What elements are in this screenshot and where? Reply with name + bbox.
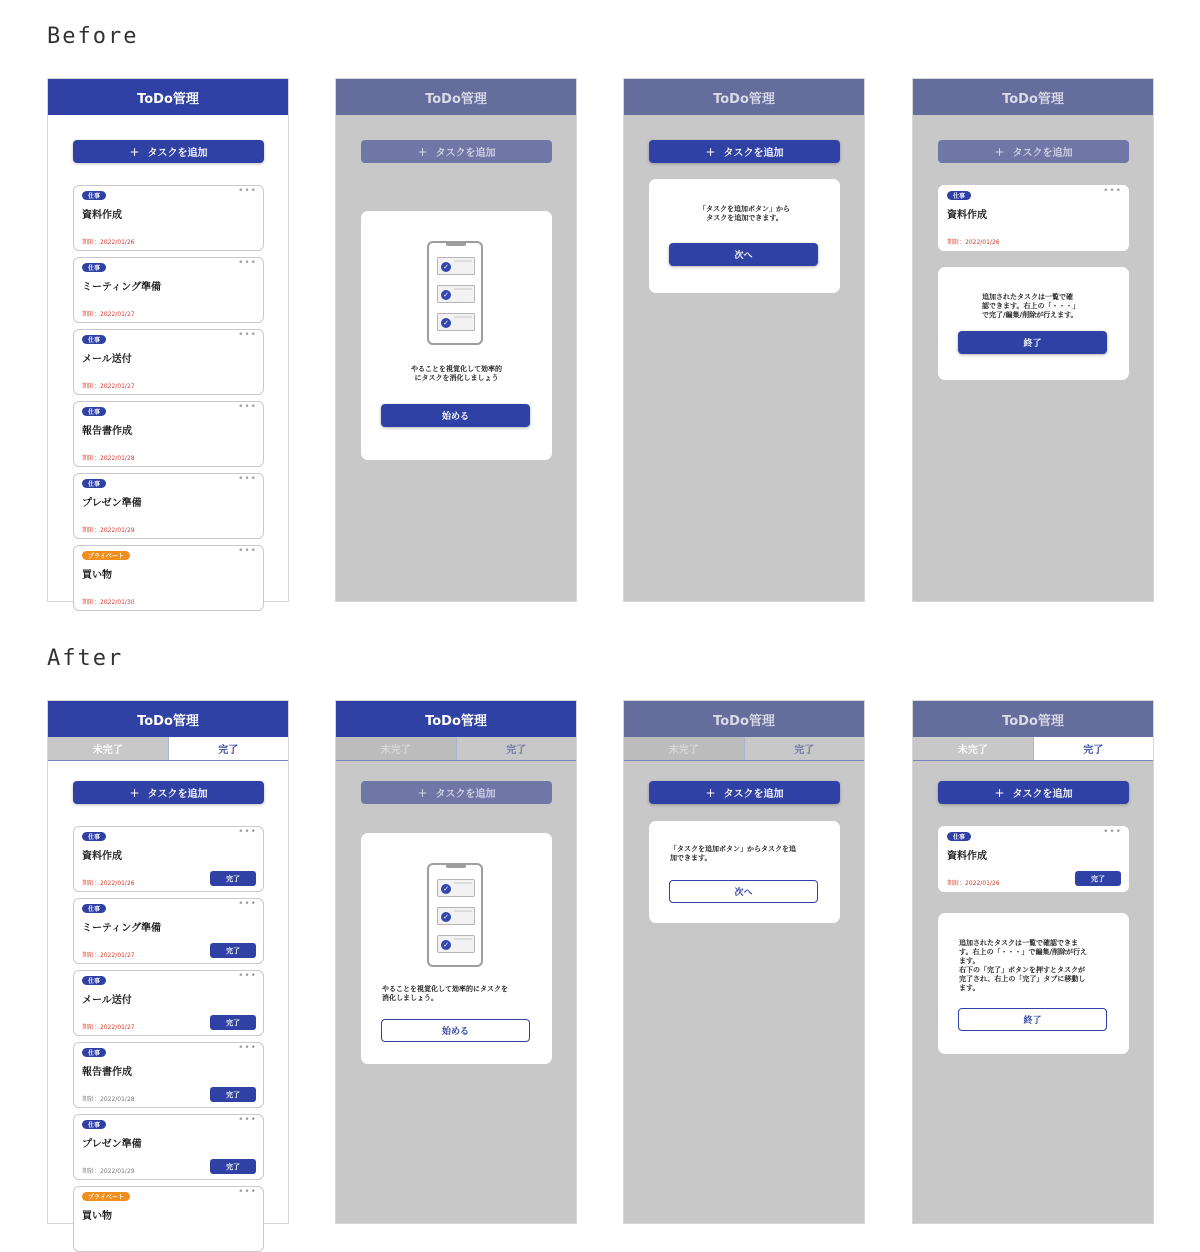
task-due-date: 期限：2022/01/26	[947, 239, 1000, 246]
status-tabs	[624, 737, 864, 761]
task-due-date: 期限：2022/01/28	[82, 1096, 135, 1103]
tag-badge: 仕事	[82, 335, 106, 344]
more-menu-icon[interactable]: •••	[238, 1043, 257, 1053]
status-tabs	[336, 737, 576, 761]
tag-badge: 仕事	[82, 904, 106, 913]
tag-badge: 仕事	[82, 1120, 106, 1129]
finish-button[interactable]: 終了	[958, 1008, 1107, 1031]
tab-complete: 完了	[744, 737, 865, 760]
more-menu-icon[interactable]: •••	[238, 186, 257, 196]
more-menu-icon[interactable]: •••	[238, 546, 257, 556]
add-task-button[interactable]	[649, 781, 840, 804]
start-button[interactable]: 始める	[381, 404, 530, 427]
task-card[interactable]	[73, 898, 264, 964]
list-hint-message: 追加されたタスクは一覧で確認できま す。右上の「・・・」で編集/削除が行え ます。 右下の「完了」ボタンを押すとタスクが 完了され、右上の「完了」タブに移動し ます。	[959, 939, 1087, 992]
add-task-label: タスクを追加	[723, 789, 784, 800]
intro-modal	[361, 211, 552, 460]
task-title: 買い物	[82, 570, 112, 581]
add-task-button	[938, 140, 1129, 163]
add-task-button	[361, 140, 552, 163]
plus-icon: +	[994, 785, 1005, 800]
task-card[interactable]	[73, 473, 264, 539]
tag-badge: 仕事	[82, 976, 106, 985]
add-task-button	[361, 781, 552, 804]
task-due-date: 期限：2022/01/27	[82, 1024, 135, 1031]
add-task-label: タスクを追加	[1012, 148, 1073, 159]
tag-badge: 仕事	[82, 263, 106, 272]
app-header	[913, 79, 1153, 115]
task-title: 資料作成	[82, 210, 122, 221]
list-hint-modal	[938, 913, 1129, 1054]
task-due-date: 期限：2022/01/27	[82, 952, 135, 959]
more-menu-icon[interactable]: •••	[238, 1115, 257, 1125]
app-header	[336, 79, 576, 115]
next-button[interactable]: 次へ	[669, 880, 818, 903]
add-task-button[interactable]	[938, 781, 1129, 804]
more-menu-icon[interactable]: •••	[238, 258, 257, 268]
task-title: プレゼン準備	[82, 498, 142, 509]
add-task-button[interactable]	[73, 140, 264, 163]
add-hint-modal	[649, 179, 840, 293]
task-card[interactable]	[73, 185, 264, 251]
phone-checklist-illustration	[427, 241, 483, 345]
more-menu-icon[interactable]: •••	[238, 1187, 257, 1197]
plus-icon: +	[705, 785, 716, 800]
task-card[interactable]	[73, 401, 264, 467]
status-tabs	[913, 737, 1153, 761]
tab-complete[interactable]: 完了	[168, 737, 289, 760]
status-tabs	[48, 737, 288, 761]
complete-button[interactable]: 完了	[1075, 871, 1121, 886]
task-card[interactable]	[938, 185, 1129, 251]
page-title: ToDo管理	[137, 713, 199, 729]
app-header	[624, 79, 864, 115]
more-menu-icon[interactable]: •••	[1103, 827, 1122, 837]
plus-icon: +	[417, 144, 428, 159]
task-due-date: 期限：2022/01/30	[82, 599, 135, 606]
task-due-date: 期限：2022/01/27	[82, 383, 135, 390]
tag-badge: プライベート	[82, 1192, 130, 1201]
app-header	[913, 701, 1153, 737]
task-title: 買い物	[82, 1211, 112, 1222]
intro-message: やることを視覚化して効率的にタスクを 消化しましょう。	[382, 985, 508, 1002]
task-card[interactable]	[73, 970, 264, 1036]
add-task-label: タスクを追加	[435, 148, 496, 159]
plus-icon: +	[417, 785, 428, 800]
task-title: 資料作成	[947, 210, 987, 221]
more-menu-icon[interactable]: •••	[238, 330, 257, 340]
tag-badge: 仕事	[82, 832, 106, 841]
app-header	[48, 79, 288, 115]
task-due-date: 期限：2022/01/26	[82, 880, 135, 887]
add-hint-message: 「タスクを追加ボタン」からタスクを追 加できます。	[670, 845, 796, 862]
check-icon: ✓	[441, 884, 451, 894]
task-card[interactable]	[73, 329, 264, 395]
task-title: ミーティング準備	[82, 282, 161, 293]
task-due-date: 期限：2022/01/26	[947, 880, 1000, 887]
complete-button[interactable]: 完了	[210, 871, 256, 886]
more-menu-icon[interactable]: •••	[238, 827, 257, 837]
task-card[interactable]	[73, 257, 264, 323]
app-header	[624, 701, 864, 737]
add-task-label: タスクを追加	[723, 148, 784, 159]
tag-badge: 仕事	[82, 479, 106, 488]
page-title: ToDo管理	[425, 91, 487, 107]
task-due-date: 期限：2022/01/28	[82, 455, 135, 462]
tab-complete: 完了	[456, 737, 577, 760]
task-due-date: 期限：2022/01/29	[82, 527, 135, 534]
task-title: 報告書作成	[82, 426, 132, 437]
plus-icon: +	[129, 144, 140, 159]
page-title: ToDo管理	[713, 713, 775, 729]
task-title: ミーティング準備	[82, 923, 161, 934]
tag-badge: 仕事	[82, 407, 106, 416]
before-label: Before	[47, 24, 139, 49]
tag-badge: 仕事	[82, 191, 106, 200]
intro-message: やることを視覚化して効率的 にタスクを消化しましょう	[411, 365, 502, 382]
finish-button[interactable]: 終了	[958, 331, 1107, 354]
tab-complete[interactable]: 完了	[1033, 737, 1154, 760]
after-list-hint-screen	[912, 700, 1154, 1224]
add-hint-modal	[649, 821, 840, 923]
start-button[interactable]: 始める	[381, 1019, 530, 1042]
intro-modal	[361, 833, 552, 1064]
tab-incomplete: 未完了	[624, 737, 744, 760]
tag-badge: 仕事	[947, 191, 971, 200]
task-card[interactable]	[938, 826, 1129, 892]
page-title: ToDo管理	[1002, 91, 1064, 107]
task-title: プレゼン準備	[82, 1139, 142, 1150]
phone-checklist-illustration	[427, 863, 483, 967]
task-title: 報告書作成	[82, 1067, 132, 1078]
after-label: After	[47, 646, 124, 671]
complete-button[interactable]: 完了	[210, 943, 256, 958]
check-icon: ✓	[441, 318, 451, 328]
tag-badge: 仕事	[82, 1048, 106, 1057]
after-intro-screen	[335, 700, 577, 1224]
more-menu-icon[interactable]: •••	[238, 971, 257, 981]
task-card[interactable]	[73, 826, 264, 892]
app-header	[336, 701, 576, 737]
more-menu-icon[interactable]: •••	[238, 474, 257, 484]
tab-incomplete: 未完了	[336, 737, 456, 760]
more-menu-icon[interactable]: •••	[238, 899, 257, 909]
page-title: ToDo管理	[1002, 713, 1064, 729]
task-card[interactable]	[73, 545, 264, 611]
after-task-list-screen	[47, 700, 289, 1224]
task-due-date: 期限：2022/01/26	[82, 239, 135, 246]
check-icon: ✓	[441, 912, 451, 922]
before-intro-screen	[335, 78, 577, 602]
task-due-date: 期限：2022/01/29	[82, 1168, 135, 1175]
page-title: ToDo管理	[425, 713, 487, 729]
list-hint-modal	[938, 267, 1129, 380]
before-task-list-screen	[47, 78, 289, 606]
add-hint-message: 「タスクを追加ボタン」から タスクを追加できます。	[699, 205, 790, 222]
before-add-hint-screen	[623, 78, 865, 602]
plus-icon: +	[705, 144, 716, 159]
complete-button[interactable]: 完了	[210, 1159, 256, 1174]
complete-button[interactable]: 完了	[210, 1087, 256, 1102]
check-icon: ✓	[441, 290, 451, 300]
task-due-date: 期限：2022/01/27	[82, 311, 135, 318]
more-menu-icon[interactable]: •••	[1103, 186, 1122, 196]
add-task-label: タスクを追加	[435, 789, 496, 800]
complete-button[interactable]: 完了	[210, 1015, 256, 1030]
check-icon: ✓	[441, 262, 451, 272]
tab-incomplete[interactable]: 未完了	[913, 737, 1033, 760]
before-list-hint-screen	[912, 78, 1154, 602]
after-add-hint-screen	[623, 700, 865, 1224]
more-menu-icon[interactable]: •••	[238, 402, 257, 412]
tab-incomplete[interactable]: 未完了	[48, 737, 168, 760]
tag-badge: 仕事	[947, 832, 971, 841]
page-title: ToDo管理	[713, 91, 775, 107]
next-button[interactable]: 次へ	[669, 243, 818, 266]
task-title: 資料作成	[947, 851, 987, 862]
check-icon: ✓	[441, 940, 451, 950]
task-card[interactable]	[73, 1114, 264, 1180]
task-card[interactable]	[73, 1186, 264, 1252]
task-card[interactable]	[73, 1042, 264, 1108]
add-task-button[interactable]	[649, 140, 840, 163]
plus-icon: +	[129, 785, 140, 800]
task-title: メール送付	[82, 995, 132, 1006]
add-task-label: タスクを追加	[147, 148, 208, 159]
add-task-label: タスクを追加	[1012, 789, 1073, 800]
tag-badge: プライベート	[82, 551, 130, 560]
task-title: メール送付	[82, 354, 132, 365]
task-title: 資料作成	[82, 851, 122, 862]
list-hint-message: 追加されたタスクは一覧で確 認できます。右上の「・・・」 で完了/編集/削除が行えます。	[982, 293, 1080, 319]
plus-icon: +	[994, 144, 1005, 159]
page-title: ToDo管理	[137, 91, 199, 107]
add-task-button[interactable]	[73, 781, 264, 804]
add-task-label: タスクを追加	[147, 789, 208, 800]
app-header	[48, 701, 288, 737]
